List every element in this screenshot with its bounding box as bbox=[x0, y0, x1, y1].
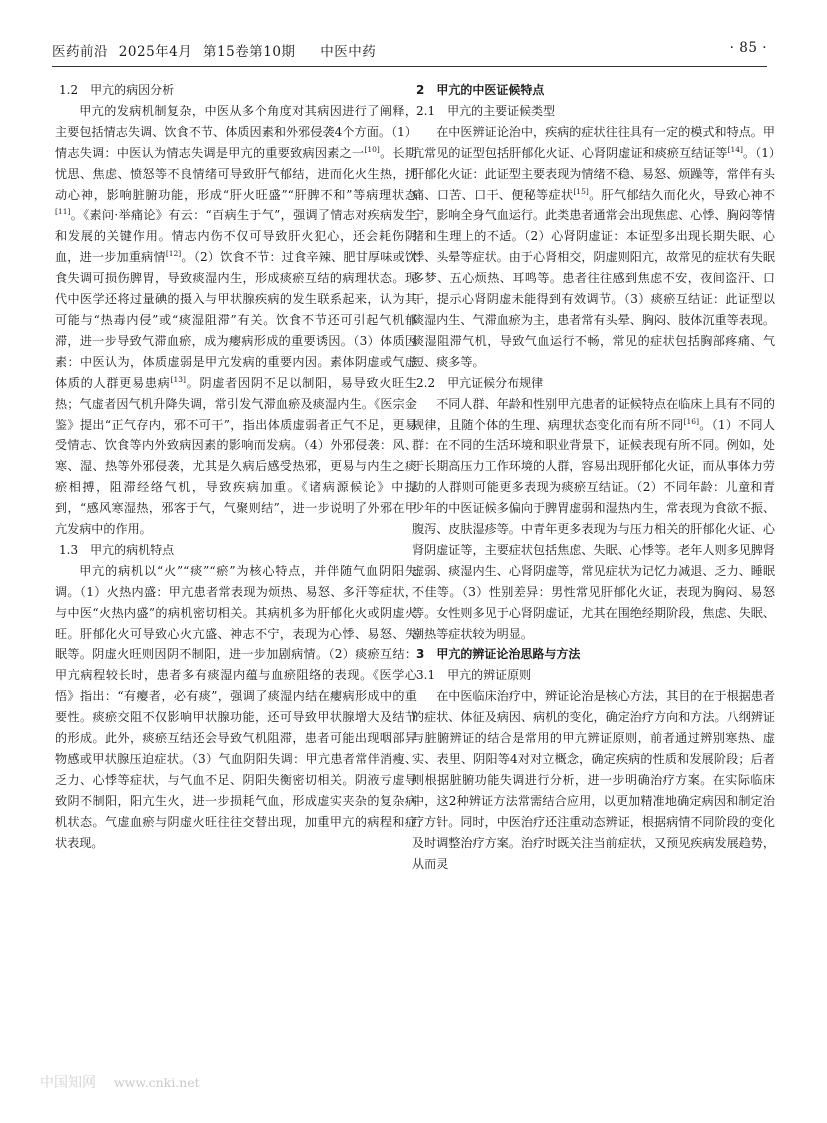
page-header bbox=[52, 40, 767, 62]
paragraph-syndrome-distribution bbox=[412, 394, 775, 645]
journal-name: 医药前沿 bbox=[52, 44, 108, 60]
text-span: 不同人群、年龄和性别甲亢患者的证候特点在临床上具有不同的规律，且随个体的生理、病理状态变化而有所不同 bbox=[412, 396, 775, 432]
section-title-1-2: 1.2 甲亢的病因分析 bbox=[59, 83, 175, 97]
section-title-3: 3 甲亢的辨证论治思路与方法 bbox=[416, 647, 581, 662]
section-title-3-1: 3.1 甲亢的辨证原则 bbox=[416, 668, 532, 683]
page-number: · 85 · bbox=[729, 40, 767, 56]
text-span: 。阴虚者因阴不足以制阳，易导致火旺生热；气虚者因气机升降失调，常引发气滞血瘀及痰湿内生。《医宗金鉴》提出“正气存内，邪不可干”，指出体质虚弱者正气不足，更易受情志、饮食等内外致病因素的影响而发病。（4）外邪侵袭：风、寒、湿、热等外邪侵袭，尤其是久病后感受热邪，更易与内生之痰瘀相搏，阻滞经络气机，导致疾病加重。《诸病源候论》中提到，“感风寒湿热，邪客于气，气聚则结”，进一步说明了外邪在甲亢发病中的作用。 bbox=[55, 375, 417, 537]
paragraph-etiology bbox=[55, 101, 417, 540]
cnki-logo: 中国知网 bbox=[40, 1075, 96, 1091]
citation[interactable]: [14] bbox=[727, 144, 743, 154]
citation[interactable]: [13] bbox=[170, 374, 186, 384]
paragraph-principles: 在中医临床治疗中，辨证论治是核心方法，其目的在于根据患者的症状、体征及病因、病机的变化，确定治疗方向和方法。八纲辨证与脏腑辨证的结合是常用的甲亢辨证原则，前者通过辨别寒热、虚实、表里、阴阳等4对对立概念，确定疾病的性质和发展阶段；后者则根据脏腑功能失调进行分析，进一步明确治疗方案。在实际临床中，这2种辨证方法常需结合应用，以更加精准地确定病因和制定治疗方针。同时，中医治疗还注重动态辨证，根据病情不同阶段的变化及时调整治疗方案。治疗时既关注当前症状，又预见疾病发展趋势，从而灵 bbox=[412, 689, 775, 871]
citation[interactable]: [16] bbox=[683, 416, 700, 426]
volume-issue: 第15卷第10期 bbox=[203, 44, 296, 60]
section-title-2-1: 2.1 甲亢的主要证候类型 bbox=[416, 103, 556, 118]
citation[interactable]: [15] bbox=[573, 186, 589, 196]
text-span: 在中医辨证论治中，疾病的症状往往具有一定的模式和特点。甲亢常见的证型包括肝郁化火证、心肾阴虚证和痰瘀互结证等 bbox=[412, 124, 775, 160]
cnki-url: www.cnki.net bbox=[113, 1075, 200, 1090]
section-title-2: 2 甲亢的中医证候特点 bbox=[416, 83, 545, 97]
paragraph-syndrome-types bbox=[412, 122, 775, 373]
text-span: 。（2）饮食不节：过食辛辣、肥甘厚味或饮食失调可损伤脾胃，导致痰湿内生，形成痰瘀互结的病理状态。现代中医学还将过量碘的摄入与甲状腺疾病的发生联系起来，认为其可能与“热毒内侵”或“痰湿阻滞”有关。饮食不节还可引起气机郁滞，进一步导致气滞血瘀，成为瘿病形成的重要诱因。（3）体质因素：中医认为，体质虚弱是甲亢发病的重要内因。素体阴虚或气虚体质的人群更易患病 bbox=[55, 250, 417, 390]
text-span: 。（1）肝郁化火证：此证型主要表现为情绪不稳、易怒、烦躁等，常伴有头痛、口苦、口干、便秘等症状 bbox=[412, 145, 775, 202]
section-title-2-2: 2.2 甲亢证候分布规律 bbox=[416, 375, 544, 390]
text-span: 。长期忧思、焦虑、愤怒等不良情绪可导致肝气郁结，进而化火生热，扰动心神，影响脏腑功能，形成“肝火旺盛”“肝脾不和”等病理状态 bbox=[55, 145, 417, 202]
citation[interactable]: [12] bbox=[165, 249, 182, 259]
text-span: 。《素问·举痛论》有云：“百病生于气”，强调了情志对疾病发生和发展的关键作用。情志内伤不仅可导致肝火犯心，还会耗伤阴血，进一步加重病情 bbox=[55, 208, 417, 265]
header-rule bbox=[52, 66, 767, 67]
section-name: 中医中药 bbox=[320, 44, 377, 60]
journal-info bbox=[52, 40, 382, 60]
citation[interactable]: [10] bbox=[364, 144, 380, 154]
section-title-1-3: 1.3 甲亢的病机特点 bbox=[59, 542, 175, 557]
text-span: 。（1）不同人群：在不同的生活环境和职业背景下，证候表现有所不同。例如，处于长期高压力工作环境的人群，容易出现肝郁化火证，而从事体力劳动的人群则可能更多表现为痰瘀互结证。（2）不同年龄：儿童和青少年的中医证候多偏向于脾胃虚弱和湿热内生，常表现为食欲不振、腹泻、皮肤湿疹等。中青年更多表现为与压力相关的肝郁化火证、心肾阴虚证等，主要症状包括焦虑、失眠、心悸等。老年人则多见脾肾虚弱、痰湿内生、心肾阴虚等，常见症状为记忆力减退、乏力、睡眠不佳等。（3）性别差异：男性常见肝郁化火证，表现为胸闷、易怒等。女性则多见于心肾阴虚证，尤其在围绝经期阶段，焦虑、失眠、潮热等症状较为明显。 bbox=[412, 417, 775, 641]
watermark bbox=[40, 1072, 340, 1098]
text-span: 。肝气郁结久而化火，导致心神不宁，影响全身气血运行。此类患者通常会出现焦虑、心悸、胸闷等情绪和生理上的不适。（2）心肾阴虚证：本证型多出现长期失眠、心悸、头晕等症状。由于心肾相交，阴虚则阳亢，故常见的症状有失眠多梦、五心烦热、耳鸣等。患者往往感到焦虑不安，夜间盗汗、口干，提示心肾阴虚未能得到有效调节。（3）痰瘀互结证：此证型以痰湿内生、气滞血瘀为主，患者常有头晕、胸闷、肢体沉重等表现。痰湿阻滞气机，导致气血运行不畅，常见的症状包括胸部疼痛、气短、痰多等。 bbox=[412, 187, 775, 369]
paragraph-pathogenesis: 甲亢的病机以“火”“痰”“瘀”为核心特点，并伴随气血阴阳失调。（1）火热内盛：甲亢患者常表现为烦热、易怒、多汗等症状，与中医“火热内盛”的病机密切相关。其病机多为肝郁化火或阴虚火旺。肝郁化火可导致心火亢盛、神志不宁，表现为心悸、易怒、失眠等。阴虚火旺则因阴不制阳，进一步加剧病情。（2）痰瘀互结：甲亢病程较长时，患者多有痰湿内蕴与血瘀阻络的表现。《医学心悟》指出：“有瘿者，必有痰”，强调了痰湿内结在瘿病形成中的重要性。痰瘀交阻不仅影响甲状腺功能，还可导致甲状腺增大及结节的形成。此外，痰瘀互结还会导致气机阻滞，患者可能出现咽部异物感或甲状腺压迫症状。（3）气血阴阳失调：甲亢患者常伴消瘦、乏力、心悸等症状，与气血不足、阴阳失衡密切相关。阴液亏虚导致阴不制阳，阳亢生火，进一步损耗气血，形成虚实夹杂的复杂病机状态。气虚血瘀与阴虚火旺往往交替出现，加重甲亢的病程和症状表现。 bbox=[55, 563, 417, 850]
left-column bbox=[55, 80, 417, 854]
text-span: 甲亢的发病机制复杂，中医从多个角度对其病因进行了阐释，主要包括情志失调、饮食不节、体质因素和外邪侵袭4个方面。（1）情志失调：中医认为情志失调是甲亢的重要致病因素之一 bbox=[55, 103, 417, 160]
citation[interactable]: [11] bbox=[55, 207, 71, 217]
right-column bbox=[412, 80, 775, 874]
issue-date: 2025年4月 bbox=[118, 44, 193, 60]
